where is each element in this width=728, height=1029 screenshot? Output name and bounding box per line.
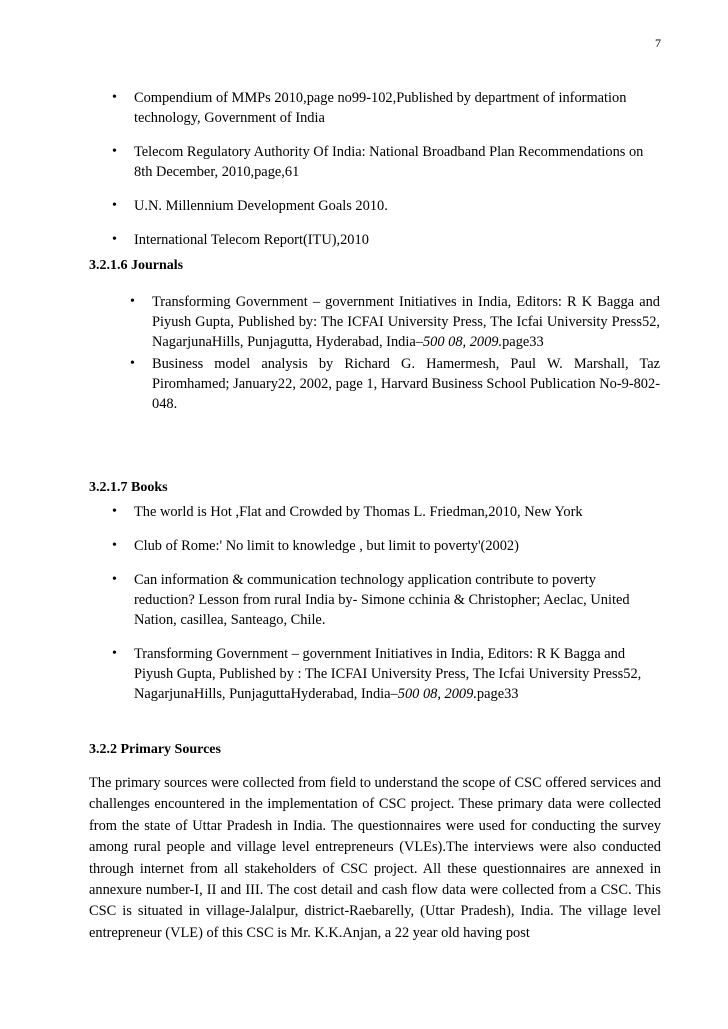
list-item-text: Club of Rome:' No limit to knowledge , but limit to poverty'(2002): [134, 538, 519, 554]
bullet-icon: •: [112, 572, 117, 587]
list-item-text: Transforming Government – government Initiatives in India, Editors: R K Bagga and Piyush Gupta, Published by: The ICFAI University Press, The Icfai University Press52, NagarjunaHills, Punjagutta, Hyderabad, India–: [152, 294, 660, 350]
bullet-icon: •: [112, 90, 117, 105]
journals-list: [130, 292, 660, 414]
list-item-italic: 500 08, 2009.: [397, 686, 477, 702]
list-item-text: Telecom Regulatory Authority Of India: National Broadband Plan Recommendations on 8th December, 2010,page,61: [134, 144, 644, 180]
list-item-text: The world is Hot ,Flat and Crowded by Thomas L. Friedman,2010, New York: [134, 504, 583, 520]
bullet-icon: •: [130, 356, 135, 371]
list-item: [112, 536, 660, 556]
list-item: [112, 644, 660, 704]
bullet-icon: •: [112, 646, 117, 661]
bullet-icon: •: [112, 144, 117, 159]
list-item-italic: 500 08, 2009.: [422, 334, 503, 350]
list-item-text: Business model analysis by Richard G. Hamermesh, Paul W. Marshall, Taz Piromhamed; January22, 2002, page 1, Harvard Business School Publication No-9-802-048.: [152, 356, 660, 412]
list-item: [130, 354, 660, 414]
journals-heading: 3.2.1.6 Journals: [89, 258, 184, 273]
page-number: 7: [655, 36, 661, 50]
books-list: [112, 502, 660, 704]
list-item: [112, 196, 664, 216]
list-item: [130, 292, 660, 352]
list-item-tail: page33: [476, 686, 519, 702]
primary-sources-heading: 3.2.2 Primary Sources: [89, 742, 221, 757]
bullet-icon: •: [130, 294, 135, 309]
bullet-icon: •: [112, 198, 117, 213]
list-item: [112, 502, 660, 522]
list-item-tail: page33: [502, 334, 544, 350]
list-item-text: Can information & communication technology application contribute to poverty reduction? Lesson from rural India by- Simone cchinia & Christopher; Aeclac, United Nation, casillea, Santeago, Chile.: [134, 572, 630, 628]
list-item-text: U.N. Millennium Development Goals 2010.: [134, 198, 388, 214]
bullet-icon: •: [112, 504, 117, 519]
bullet-icon: •: [112, 538, 117, 553]
references-list: [112, 88, 664, 250]
list-item-text: International Telecom Report(ITU),2010: [134, 232, 369, 248]
list-item: [112, 570, 660, 630]
list-item-text: Compendium of MMPs 2010,page no99-102,Published by department of information technology, Government of India: [134, 90, 627, 126]
bullet-icon: •: [112, 232, 117, 247]
list-item: [112, 230, 664, 250]
books-heading: 3.2.1.7 Books: [89, 480, 168, 495]
list-item-text: Transforming Government – government Initiatives in India, Editors: R K Bagga and Piyush Gupta, Published by : The ICFAI University Press, The Icfai University Press52, NagarjunaHills, PunjaguttaHyderabad, India–: [134, 646, 642, 702]
primary-sources-paragraph: The primary sources were collected from field to understand the scope of CSC offered services and challenges encountered in the implementation of CSC project. These primary data were collected from the state of Uttar Pradesh in India. The questionnaires were used for conducting the survey among rural people and village level entrepreneurs (VLEs).The interviews were also conducted through internet from all stakeholders of CSC project. All these questionnaires are annexed in annexure number-I, II and III. The cost detail and cash flow data were collected from a CSC. This CSC is situated in village-Jalalpur, district-Raebarelly, (Uttar Pradesh), India. The village level entrepreneur (VLE) of this CSC is Mr. K.K.Anjan, a 22 year old having post: [89, 775, 661, 941]
list-item: [112, 88, 664, 128]
list-item: [112, 142, 664, 182]
